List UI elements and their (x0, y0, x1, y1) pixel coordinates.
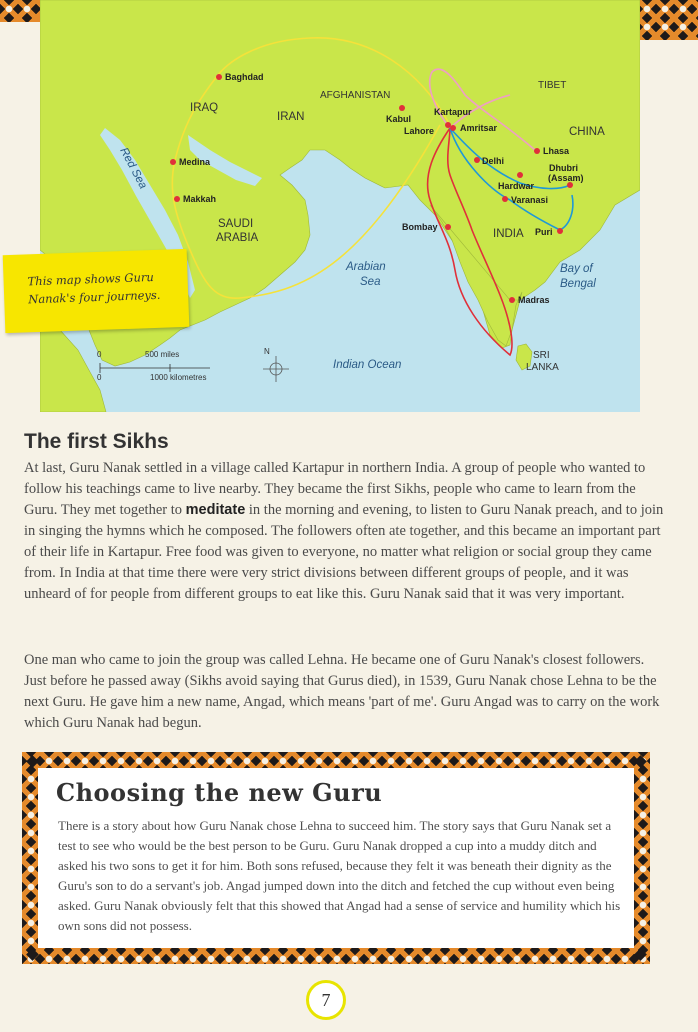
sea-sea: Sea (360, 276, 381, 288)
dot-medina (170, 159, 176, 165)
region-arabia: ARABIA (216, 232, 259, 244)
region-iraq: IRAQ (190, 102, 219, 114)
label-dhubri: Dhubri (549, 163, 578, 173)
dot-amritsar (450, 125, 456, 131)
sea-red-sea: Red Sea (117, 145, 149, 191)
sea-indian-ocean: Indian Ocean (333, 359, 402, 371)
map-caption-note (3, 249, 190, 333)
dot-kartapur (445, 122, 451, 128)
sea-bay-of: Bay of (560, 263, 593, 275)
paragraph-text-continued: in the morning and evening, to listen to Guru Nanak preach, and to join in singing the hymns which he composed. The followers often ate together, and this became an important part of their life in Kartapur. Free food was given to everyone, no matter what religion or social group they came from. In India at that time there were very strict divisions between different groups of people, and it was unheard of for people from different groups to eat like this. Guru Nanak said that it was very important. (24, 502, 664, 602)
label-amritsar: Amritsar (460, 123, 498, 133)
region-tibet: TIBET (538, 80, 567, 91)
dot-makkah (174, 196, 180, 202)
dot-varanasi (502, 196, 508, 202)
label-hardwar: Hardwar (498, 181, 535, 191)
paragraph-text: At last, Guru Nanak settled in a village called Kartapur in northern India. A group of people who wanted to follow his teachings came to live nearby. They became the first Sikhs, people who came to learn from the Guru. They met together to (24, 460, 646, 518)
region-saudi: SAUDI (218, 218, 254, 230)
land-masses (40, 0, 640, 412)
scale-miles: 500 miles (145, 350, 180, 359)
paragraph-lehna: One man who came to join the group was called Lehna. He became one of Guru Nanak's closest followers. Just before he passed away (Sikhs avoid saying that Gurus died), in 1539, Guru Nanak chose Lehna to be the next Guru. He gave him a new name, Angad, which means 'part of me'. Guru Angad was to carry on the work which Guru Nanak had begun. (24, 652, 660, 731)
dot-delhi (474, 157, 480, 163)
page-number: 7 (306, 980, 346, 1020)
map-svg (40, 0, 640, 412)
journeys-map (40, 0, 640, 412)
dot-lhasa (534, 148, 540, 154)
label-lahore: Lahore (404, 126, 435, 136)
dot-bombay (445, 224, 451, 230)
label-assam: (Assam) (548, 173, 584, 183)
keyword-meditate: meditate (185, 502, 246, 518)
label-delhi: Delhi (482, 156, 505, 166)
paragraph-first-sikhs (24, 458, 664, 605)
label-varanasi: Varanasi (511, 195, 549, 205)
compass-icon (263, 347, 289, 382)
scale-km: 1000 kilometres (150, 373, 207, 382)
region-china: CHINA (569, 126, 605, 138)
region-india: INDIA (493, 228, 524, 240)
region-iran: IRAN (277, 111, 305, 123)
story-box-title: Choosing the new Guru (56, 778, 383, 807)
dot-baghdad (216, 74, 222, 80)
sea-bengal: Bengal (560, 278, 596, 290)
compass-north-label: N (264, 347, 270, 356)
label-makkah: Makkah (183, 194, 217, 204)
label-kabul: Kabul (386, 114, 412, 124)
dot-puri (557, 228, 563, 234)
sea-arabian: Arabian (346, 261, 386, 273)
story-box-text: There is a story about how Guru Nanak chose Lehna to succeed him. The story says that Guru Nanak set a test to see who would be the best person to be Guru. Guru Nanak dropped a cup into a muddy ditch and asked his two sons to get it for him. Both sons refused, because they felt it was beneath their dignity as the Guru's son to do a servant's job. Angad jumped down into the ditch and fetched the cup without even being asked. Guru Nanak obviously felt that this showed that Angad had a sense of service and humility which his own sons did not possess. (58, 818, 621, 933)
region-afghanistan: AFGHANISTAN (320, 90, 391, 101)
scale-zero-km: 0 (97, 373, 102, 382)
label-lhasa: Lhasa (543, 146, 570, 156)
section-title: The first Sikhs (24, 430, 169, 453)
label-puri: Puri (535, 227, 553, 237)
region-sri: SRI (533, 350, 550, 361)
map-caption-text: This map shows Guru Nanak's four journeys. (27, 269, 161, 307)
label-medina: Medina (179, 157, 211, 167)
label-kartapur: Kartapur (434, 107, 472, 117)
story-box (38, 768, 634, 948)
dot-hardwar (517, 172, 523, 178)
label-baghdad: Baghdad (225, 72, 264, 82)
dot-kabul (399, 105, 405, 111)
label-madras: Madras (518, 295, 550, 305)
dot-madras (509, 297, 515, 303)
label-bombay: Bombay (402, 222, 438, 232)
region-lanka: LANKA (526, 362, 559, 373)
scale-zero-miles: 0 (97, 350, 102, 359)
